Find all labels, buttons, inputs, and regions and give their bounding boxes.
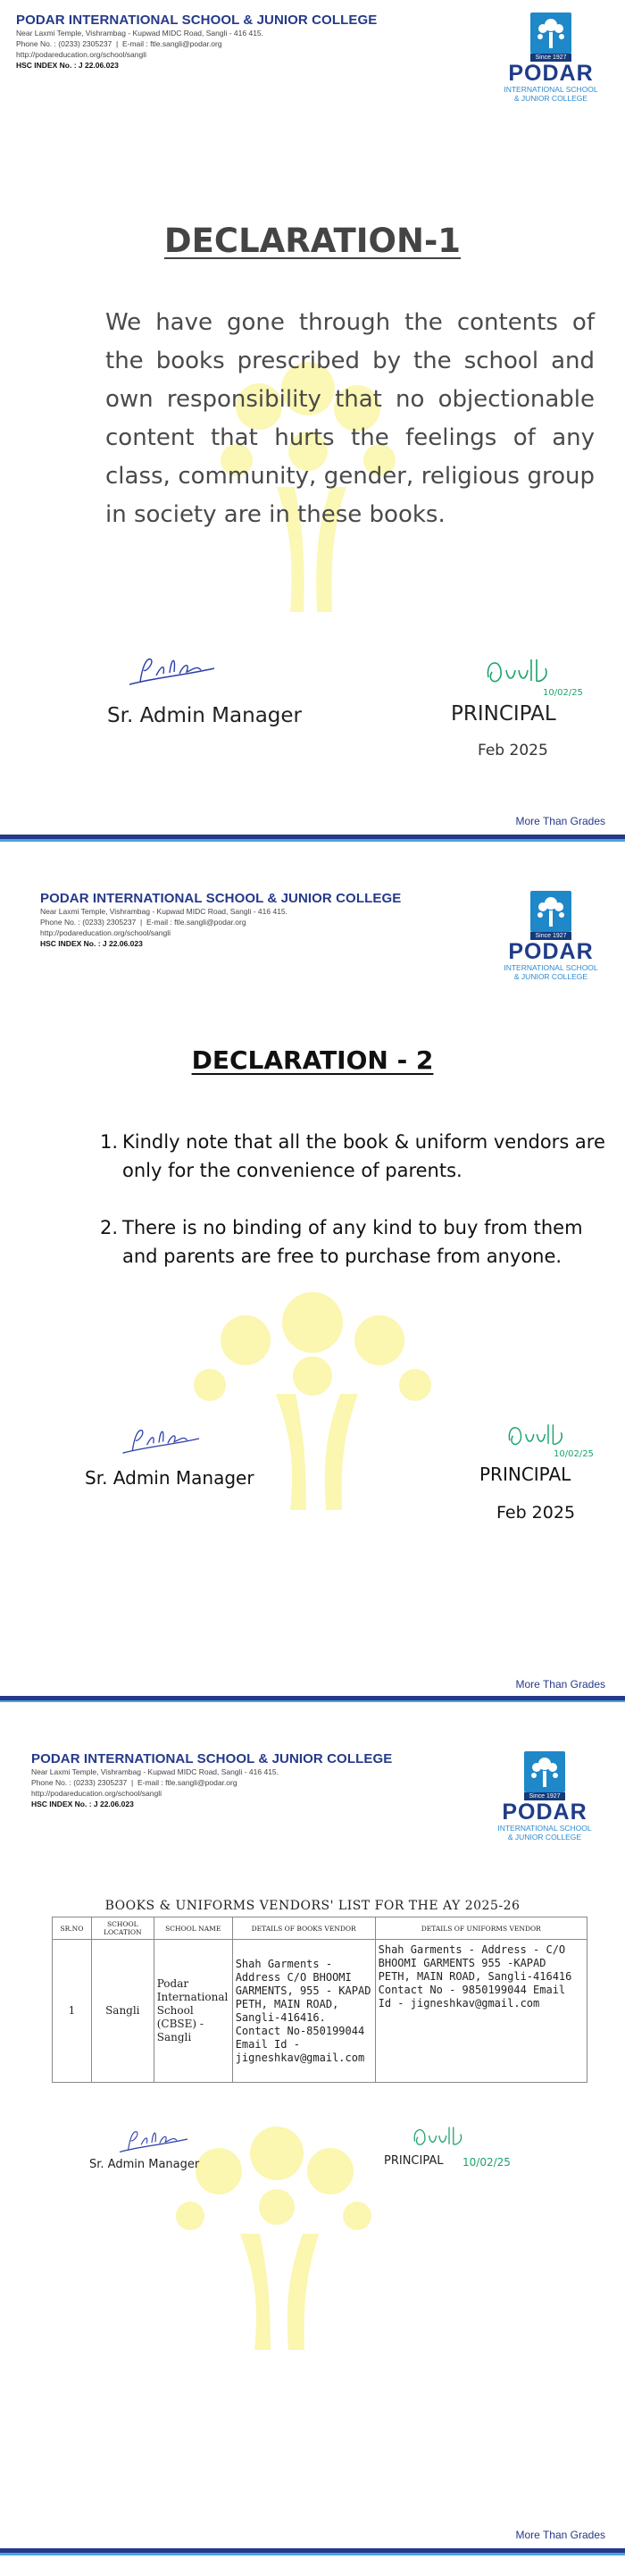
cell-location: Sangli: [91, 1940, 154, 2083]
col-sr-no: SR.NO: [53, 1917, 92, 1940]
list-item-text: Kindly note that all the book & uniform vendors are only for the convenience of parents.: [122, 1131, 605, 1181]
logo-brand: PODAR: [508, 939, 594, 964]
declaration-1-body: We have gone through the contents of the books prescribed by the school and own responsibility that no objectionable content that hurts the feelings of any class, community, gender, religious group in society are in these books.: [105, 309, 595, 528]
school-name: PODAR INTERNATIONAL SCHOOL & JUNIOR COLLEGE: [16, 13, 378, 28]
col-uniforms-vendor: DETAILS OF UNIFORMS VENDOR: [375, 1917, 587, 1940]
school-name: PODAR INTERNATIONAL SCHOOL & JUNIOR COLLEGE: [31, 1751, 393, 1766]
logo-brand: PODAR: [508, 61, 594, 86]
tree-watermark-icon: [165, 2118, 379, 2350]
logo-sub-1: INTERNATIONAL SCHOOL: [497, 1824, 592, 1833]
cell-uniforms-vendor: Shah Garments - Address - C/O BHOOMI GARMENTS 955 -KAPAD PETH, MAIN ROAD, Sangli-416416 Contact No - 9850199044 Email Id - jigneshkav@gmail.com: [375, 1940, 587, 2083]
declaration-2-title: DECLARATION - 2: [191, 1045, 434, 1075]
vendors-table: [52, 1917, 588, 2083]
admin-signature-icon: [112, 2125, 192, 2161]
podar-tree-icon: [530, 13, 571, 54]
school-url: http://podareducation.org/school/sangli: [16, 50, 147, 59]
footer-tagline: More Than Grades: [515, 815, 605, 827]
admin-signature-icon: [114, 1422, 204, 1463]
admin-manager-label: Sr. Admin Manager: [85, 1467, 254, 1489]
letterhead: [40, 891, 504, 949]
logo-sub-2: & JUNIOR COLLEGE: [513, 972, 588, 981]
cell-school-name: Podar International School (CBSE) - Sangli: [154, 1940, 232, 2083]
principal-signature-note: 10/02/25: [554, 1449, 594, 1459]
admin-signature-icon: [121, 650, 219, 695]
table-header-row: [53, 1917, 588, 1940]
school-address: Near Laxmi Temple, Vishrambag - Kupwad MIDC Road, Sangli - 416 415.: [40, 907, 288, 916]
col-school-name: SCHOOL NAME: [154, 1917, 232, 1940]
declaration-2-date: Feb 2025: [496, 1503, 576, 1523]
vendors-page: [0, 1702, 625, 2576]
principal-signature-note: 10/02/25: [543, 688, 583, 698]
logo-sub-1: INTERNATIONAL SCHOOL: [504, 85, 598, 94]
list-item-text: There is no binding of any kind to buy from them and parents are free to purchase from anyone.: [122, 1217, 583, 1267]
logo-since: Since 1927: [530, 54, 571, 62]
podar-tree-icon: [524, 1751, 565, 1792]
vendors-table-title: BOOKS & UNIFORMS VENDORS' LIST FOR THE AY 2025-26: [104, 1899, 521, 1913]
school-address: Near Laxmi Temple, Vishrambag - Kupwad MIDC Road, Sangli - 416 415.: [16, 29, 264, 38]
school-name: PODAR INTERNATIONAL SCHOOL & JUNIOR COLLEGE: [40, 891, 402, 906]
logo-brand: PODAR: [502, 1800, 588, 1825]
podar-logo: [493, 891, 609, 981]
podar-logo: [493, 13, 609, 103]
principal-label: PRINCIPAL: [451, 702, 556, 726]
podar-logo: [487, 1751, 603, 1842]
school-url: http://podareducation.org/school/sangli: [40, 928, 171, 937]
footer-tagline: More Than Grades: [515, 2529, 605, 2541]
hsc-index: HSC INDEX No. : J 22.06.023: [40, 939, 143, 948]
col-books-vendor: DETAILS OF BOOKS VENDOR: [232, 1917, 375, 1940]
footer-bar-accent: [0, 839, 625, 842]
school-address: Near Laxmi Temple, Vishrambag - Kupwad MIDC Road, Sangli - 416 415.: [31, 1767, 279, 1776]
declaration-1-page: [0, 0, 625, 844]
principal-signature-note: 10/02/25: [462, 2156, 511, 2169]
principal-label: PRINCIPAL: [384, 2154, 444, 2168]
school-contact: Phone No. : (0233) 2305237 | E-mail : ftle.sangli@podar.org: [40, 918, 246, 927]
logo-sub-2: & JUNIOR COLLEGE: [507, 1833, 582, 1842]
footer-bar-accent: [0, 2553, 625, 2555]
admin-manager-label: Sr. Admin Manager: [89, 2158, 200, 2171]
logo-sub-1: INTERNATIONAL SCHOOL: [504, 963, 598, 972]
hsc-index: HSC INDEX No. : J 22.06.023: [31, 1800, 134, 1808]
list-item: 2. There is no binding of any kind to buy from them and parents are free to purchase from anyone.: [100, 1213, 613, 1271]
admin-manager-label: Sr. Admin Manager: [107, 704, 302, 727]
principal-label: PRINCIPAL: [479, 1464, 571, 1485]
declaration-1-date: Feb 2025: [478, 742, 548, 759]
cell-sr-no: 1: [53, 1940, 92, 2083]
cell-books-vendor: Shah Garments - Address C/O BHOOMI GARMENTS, 955 - KAPAD PETH, MAIN ROAD, Sangli-416416. Contact No-850199044 Email Id - jigneshkav@gmail.com: [232, 1940, 375, 2083]
letterhead: [16, 13, 480, 71]
letterhead: [31, 1751, 496, 1809]
school-contact: Phone No. : (0233) 2305237 | E-mail : ftle.sangli@podar.org: [16, 39, 222, 48]
table-row: [53, 1940, 588, 2083]
logo-since: Since 1927: [530, 932, 571, 940]
school-url: http://podareducation.org/school/sangli: [31, 1789, 162, 1798]
logo-sub-2: & JUNIOR COLLEGE: [513, 94, 588, 103]
podar-tree-icon: [530, 891, 571, 932]
col-school-location: SCHOOL LOCATION: [91, 1917, 154, 1940]
list-item: 1. Kindly note that all the book & uniform vendors are only for the convenience of parents.: [100, 1128, 613, 1185]
declaration-1-title: DECLARATION-1: [163, 222, 462, 260]
logo-since: Since 1927: [524, 1792, 565, 1800]
school-contact: Phone No. : (0233) 2305237 | E-mail : ftle.sangli@podar.org: [31, 1778, 238, 1787]
footer-tagline: More Than Grades: [515, 1678, 605, 1691]
declaration-2-list: [100, 1128, 613, 1299]
hsc-index: HSC INDEX No. : J 22.06.023: [16, 61, 119, 70]
